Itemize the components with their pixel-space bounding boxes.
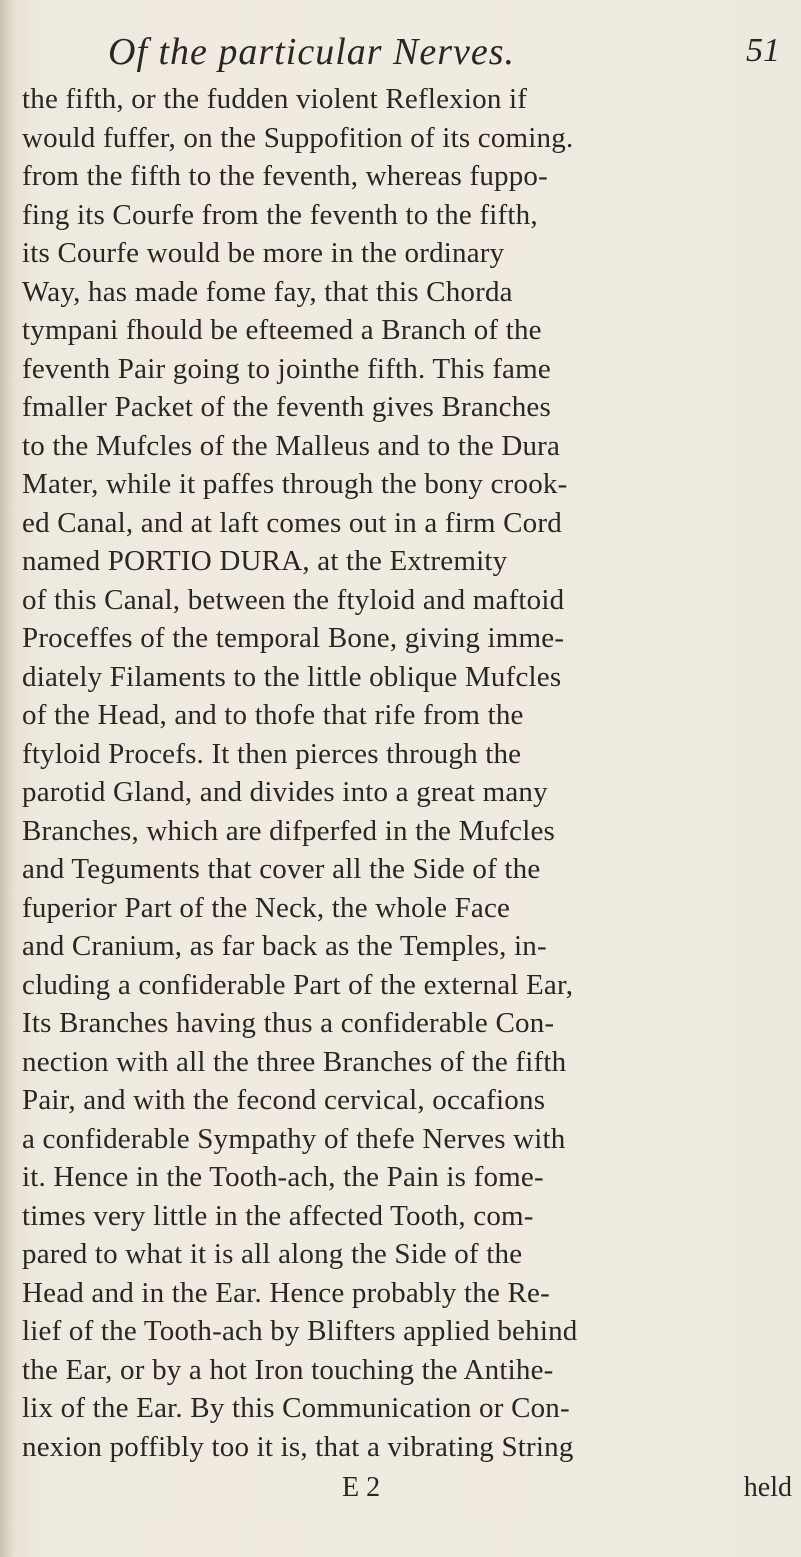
text-line: times very little in the affected Tooth, com- <box>22 1199 534 1232</box>
text-line: Proceffes of the temporal Bone, giving imme- <box>22 622 565 654</box>
page-number: 51 <box>746 32 780 69</box>
text-line: it. Hence in the Tooth-ach, the Pain is fome- <box>22 1161 544 1193</box>
text-line: ftyloid Procefs. It then pierces through the <box>22 737 522 770</box>
page-header <box>50 30 780 78</box>
text-line: parotid Gland, and divides into a great many <box>22 776 548 808</box>
text-line: lix of the Ear. By this Communication or Con- <box>22 1392 570 1424</box>
running-head: Of the particular Nerves. <box>108 31 516 73</box>
text-line: named PORTIO DURA, at the Extremity <box>22 545 508 577</box>
text-line: the Ear, or by a hot Iron touching the Antihe- <box>22 1353 554 1386</box>
text-line: the fifth, or the fudden violent Reflexion if <box>22 83 528 115</box>
page-footer <box>22 1472 792 1510</box>
text-line: feventh Pair going to jointhe fifth. This fame <box>22 352 551 385</box>
text-line: Mater, while it paffes through the bony crook- <box>22 468 568 500</box>
gutter-shadow <box>0 0 14 1557</box>
text-line: of the Head, and to thofe that rife from the <box>22 699 524 731</box>
text-line: diately Filaments to the little oblique Mufcles <box>22 660 562 693</box>
text-line: its Courfe would be more in the ordinary <box>22 237 505 269</box>
text-line: nection with all the three Branches of the fifth <box>22 1045 567 1078</box>
text-line: and Teguments that cover all the Side of the <box>22 853 541 885</box>
text-line: pared to what it is all along the Side of the <box>22 1238 523 1270</box>
text-line: ed Canal, and at laft comes out in a firm Cord <box>22 506 562 539</box>
text-line: from the fifth to the feventh, whereas fuppo- <box>22 160 548 192</box>
body-text <box>22 80 792 1466</box>
text-line: to the Mufcles of the Malleus and to the Dura <box>22 429 561 462</box>
text-line: tympani fhould be efteemed a Branch of the <box>22 314 542 346</box>
text-line: Way, has made fome fay, that this Chorda <box>22 275 513 308</box>
text-line: of this Canal, between the ftyloid and maftoid <box>22 583 565 616</box>
text-line: fuperior Part of the Neck, the whole Face <box>22 891 511 924</box>
text-line: a confiderable Sympathy of thefe Nerves with <box>22 1122 566 1155</box>
text-line: lief of the Tooth-ach by Blifters applied behind <box>22 1315 578 1347</box>
text-line: Head and in the Ear. Hence probably the Re- <box>22 1276 550 1309</box>
text-line: Pair, and with the fecond cervical, occafions <box>22 1084 546 1116</box>
text-line: fing its Courfe from the feventh to the fifth, <box>22 198 538 231</box>
signature-mark: E 2 <box>342 1472 381 1503</box>
text-line: Branches, which are difperfed in the Mufcles <box>22 814 556 847</box>
text-line: would fuffer, on the Suppofition of its coming. <box>22 121 574 154</box>
text-line: cluding a confiderable Part of the external Ear, <box>22 968 574 1001</box>
text-line: nexion poffibly too it is, that a vibrating String <box>22 1430 574 1463</box>
text-line: Its Branches having thus a confiderable Con- <box>22 1007 555 1039</box>
text-line: and Cranium, as far back as the Temples, in- <box>22 930 547 962</box>
catchword: held <box>743 1472 792 1503</box>
text-line: fmaller Packet of the feventh gives Branches <box>22 391 551 423</box>
